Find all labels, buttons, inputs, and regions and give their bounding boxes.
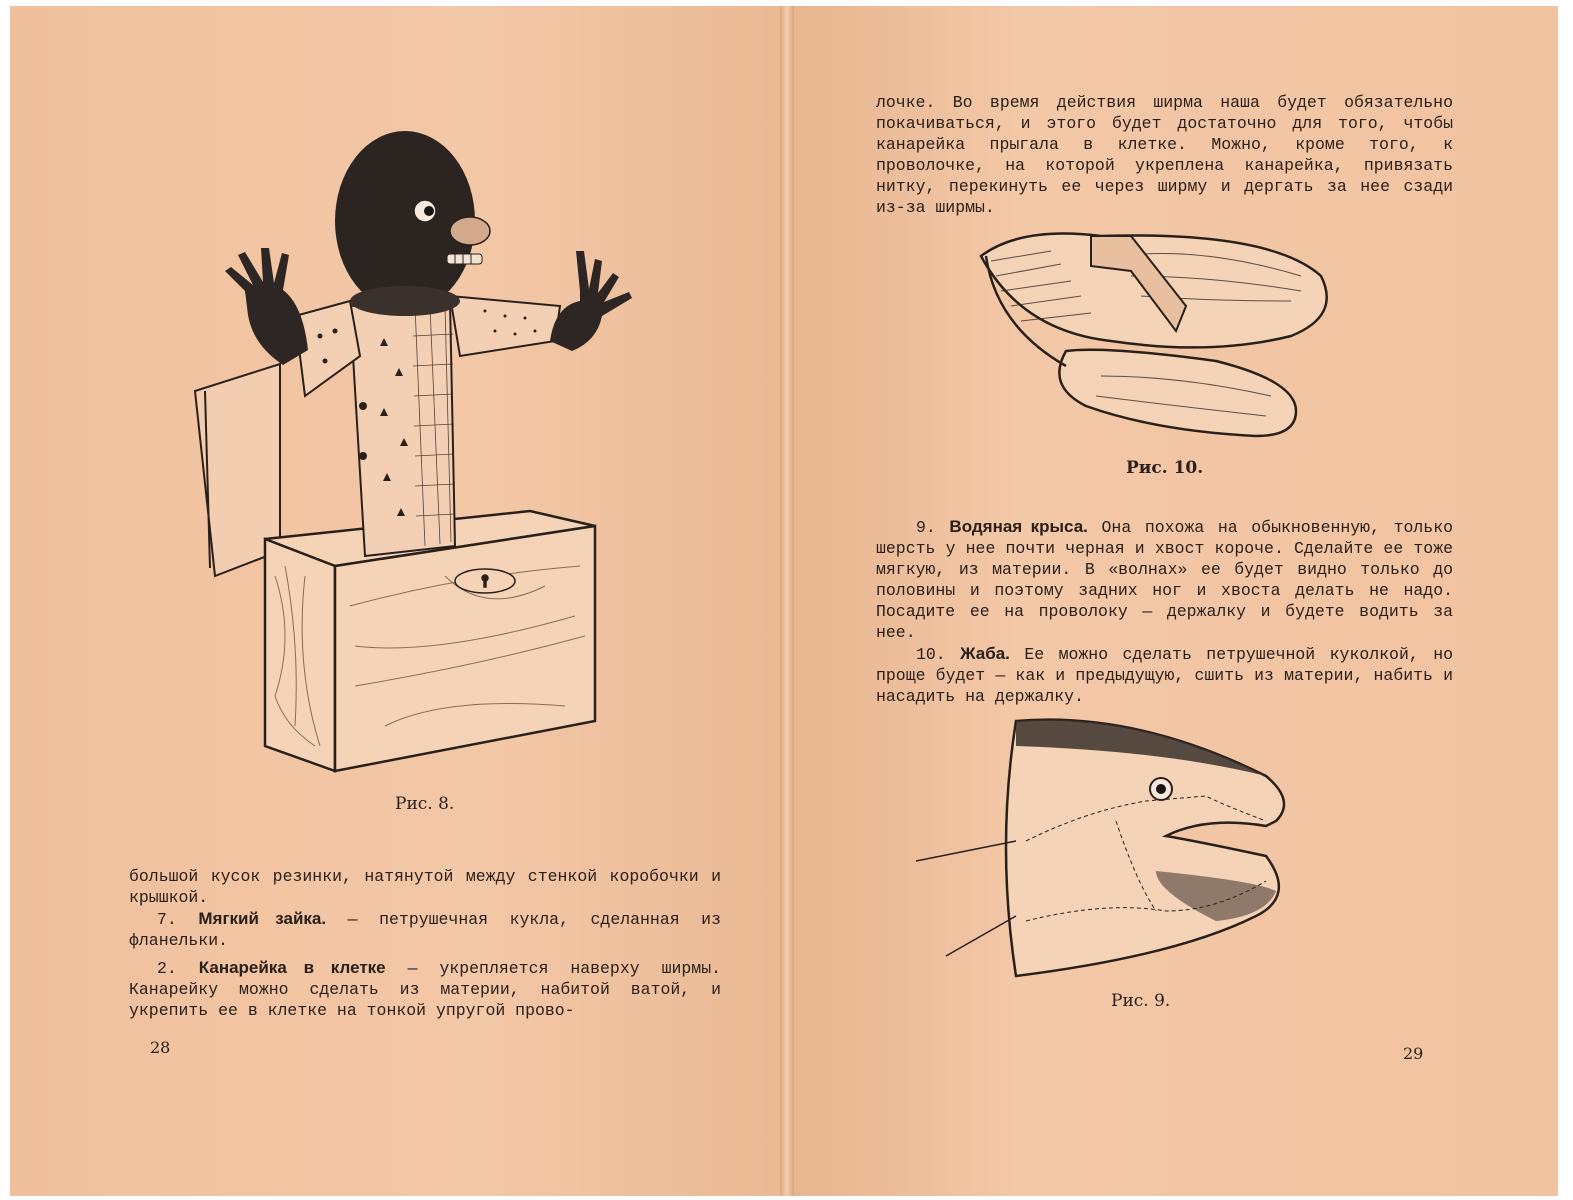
item-9-text: Она похожа на обыкновенную, только шерсть у нее почти черная и хвост короче. Сделайте ее тоже мягкую, из материи. В «волнах» ее будет видно только до половины и поэтому задних ног и хвоста делать не надо. Посадите ее на проволоку — держалку и будете водить за нее.: [876, 518, 1454, 642]
left-page-number: 28: [150, 1038, 171, 1057]
item-10-number: 10.: [916, 645, 946, 664]
item-2: [129, 957, 721, 1021]
item-7: [129, 908, 721, 951]
item-7-number: 7.: [157, 910, 177, 929]
paragraph-continuation: большой кусок резинки, натянутой между стенкой коробочки и крышкой.: [129, 867, 721, 907]
jack-in-the-box-illustration: [185, 106, 665, 786]
right-page-number: 29: [1403, 1044, 1424, 1063]
item-7-title: Мягкий зайка.: [198, 909, 327, 928]
toad-head-illustration: [916, 711, 1396, 981]
figure-9-caption: Рис. 9.: [1111, 991, 1171, 1011]
right-top-paragraph: лочке. Во время действия ширма наша будет обязательно покачиваться, и этого будет достаточно для того, чтобы канарейка прыгала в клетке. Можно, кроме того, к проволочке, на которой укреплена канарейка, привязать нитку, перекинуть ее через ширму и дергать за нее сзади из-за ширмы.: [876, 93, 1453, 217]
item-2-number: 2.: [157, 959, 177, 978]
item-9-number: 9.: [916, 518, 936, 537]
item-10-title: Жаба.: [960, 644, 1010, 663]
left-page: [10, 6, 786, 1196]
book-gutter: [780, 6, 794, 1196]
item-9-title: Водяная крыса.: [949, 517, 1088, 536]
item-10-text: Ее можно сделать петрушечной куколкой, но проще будет — как и предыдущую, сшить из материи, набить и насадить на держалку.: [876, 645, 1454, 706]
figure-10-caption: Рис. 10.: [1126, 458, 1204, 478]
water-rat-puppet-illustration: [971, 216, 1331, 441]
book-spread: [10, 6, 1558, 1196]
right-page: [786, 6, 1558, 1196]
item-10: [876, 643, 1453, 707]
left-page-text: [129, 866, 721, 1021]
item-2-title: Канарейка в клетке: [198, 958, 386, 977]
item-2-text: — укрепляется наверху ширмы. Канарейку можно сделать из материи, набитой ватой, и укрепить ее в клетке на тонкой упругой прово-: [129, 959, 722, 1020]
figure-8-caption: Рис. 8.: [395, 794, 455, 814]
item-7-text: — петрушечная кукла, сделанная из фланельки.: [129, 910, 721, 950]
item-9: [876, 516, 1453, 643]
right-items: [876, 516, 1453, 707]
